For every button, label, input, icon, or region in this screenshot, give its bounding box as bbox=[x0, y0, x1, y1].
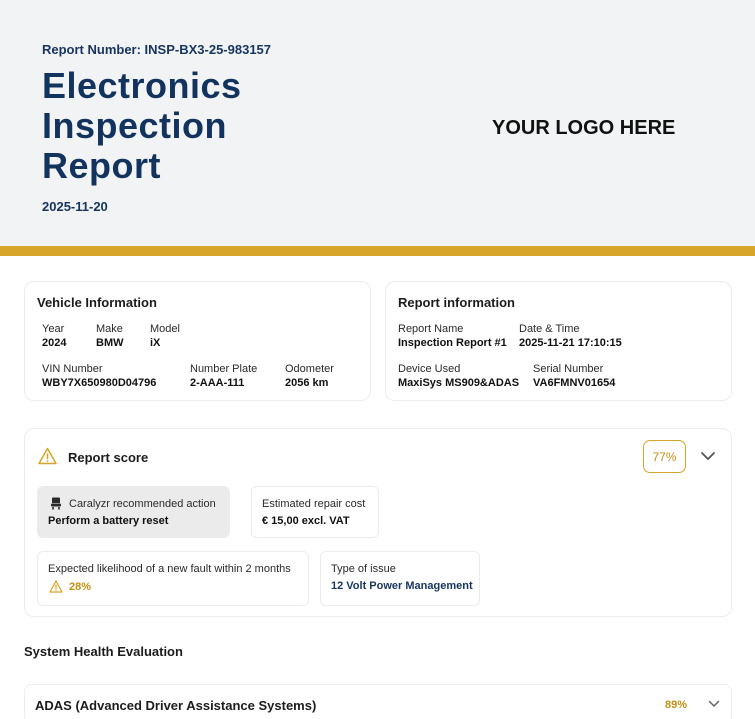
report-score-badge: 77% bbox=[643, 440, 686, 473]
fault-likelihood-value: 28% bbox=[69, 581, 92, 593]
recommended-action-label: Caralyzr recommended action bbox=[69, 498, 216, 510]
logo-placeholder: YOUR LOGO HERE bbox=[492, 117, 676, 139]
report-information-card bbox=[385, 281, 732, 401]
report-number: Report Number: INSP-BX3-25-983157 bbox=[42, 42, 272, 57]
warning-small-icon bbox=[49, 580, 63, 593]
repair-cost-label: Estimated repair cost bbox=[262, 498, 366, 510]
issue-type-value: 12 Volt Power Management bbox=[331, 580, 473, 592]
warning-triangle-icon bbox=[38, 447, 57, 465]
fault-likelihood-label: Expected likelihood of a new fault within 2 months bbox=[48, 563, 291, 575]
issue-type-label: Type of issue bbox=[331, 563, 396, 575]
issue-type-box bbox=[320, 551, 480, 606]
recommended-action-box bbox=[37, 486, 230, 538]
report-name-field: Report Name Inspection Report #1 bbox=[398, 323, 507, 349]
report-score-card bbox=[24, 428, 732, 617]
report-score-title: Report score bbox=[68, 450, 149, 465]
report-datetime-field: Date & Time 2025-11-21 17:10:15 bbox=[519, 323, 622, 349]
accent-divider bbox=[0, 246, 755, 256]
system-row-adas[interactable] bbox=[24, 684, 732, 719]
recommended-action-value: Perform a battery reset bbox=[48, 515, 169, 527]
page-title: Electronics Inspection Report bbox=[42, 65, 242, 186]
report-serial-field: Serial Number VA6FMNV01654 bbox=[533, 363, 616, 389]
chevron-down-icon[interactable] bbox=[700, 451, 716, 461]
system-health-title: System Health Evaluation bbox=[24, 644, 183, 659]
vehicle-vin-field: VIN Number WBY7X650980D04796 bbox=[42, 363, 157, 389]
repair-cost-value: € 15,00 excl. VAT bbox=[262, 515, 350, 527]
vehicle-model-field: Model iX bbox=[150, 323, 180, 349]
system-score: 89% bbox=[665, 699, 688, 711]
vehicle-information-title: Vehicle Information bbox=[37, 295, 157, 310]
vehicle-plate-field: Number Plate 2-AAA-111 bbox=[190, 363, 258, 389]
report-information-title: Report information bbox=[398, 295, 515, 310]
report-date: 2025-11-20 bbox=[42, 199, 108, 214]
report-device-field: Device Used MaxiSys MS909&ADAS bbox=[398, 363, 520, 389]
repair-cost-box bbox=[251, 486, 379, 538]
fault-likelihood-box bbox=[37, 551, 309, 606]
chevron-down-icon[interactable] bbox=[708, 700, 720, 708]
system-name: ADAS (Advanced Driver Assistance Systems) bbox=[35, 698, 317, 713]
vehicle-information-card bbox=[24, 281, 371, 401]
vehicle-make-field: Make BMW bbox=[96, 323, 124, 349]
seat-icon bbox=[50, 497, 62, 510]
vehicle-year-field: Year 2024 bbox=[42, 323, 67, 349]
report-header bbox=[0, 0, 755, 246]
vehicle-odometer-field: Odometer 2056 km bbox=[285, 363, 334, 389]
